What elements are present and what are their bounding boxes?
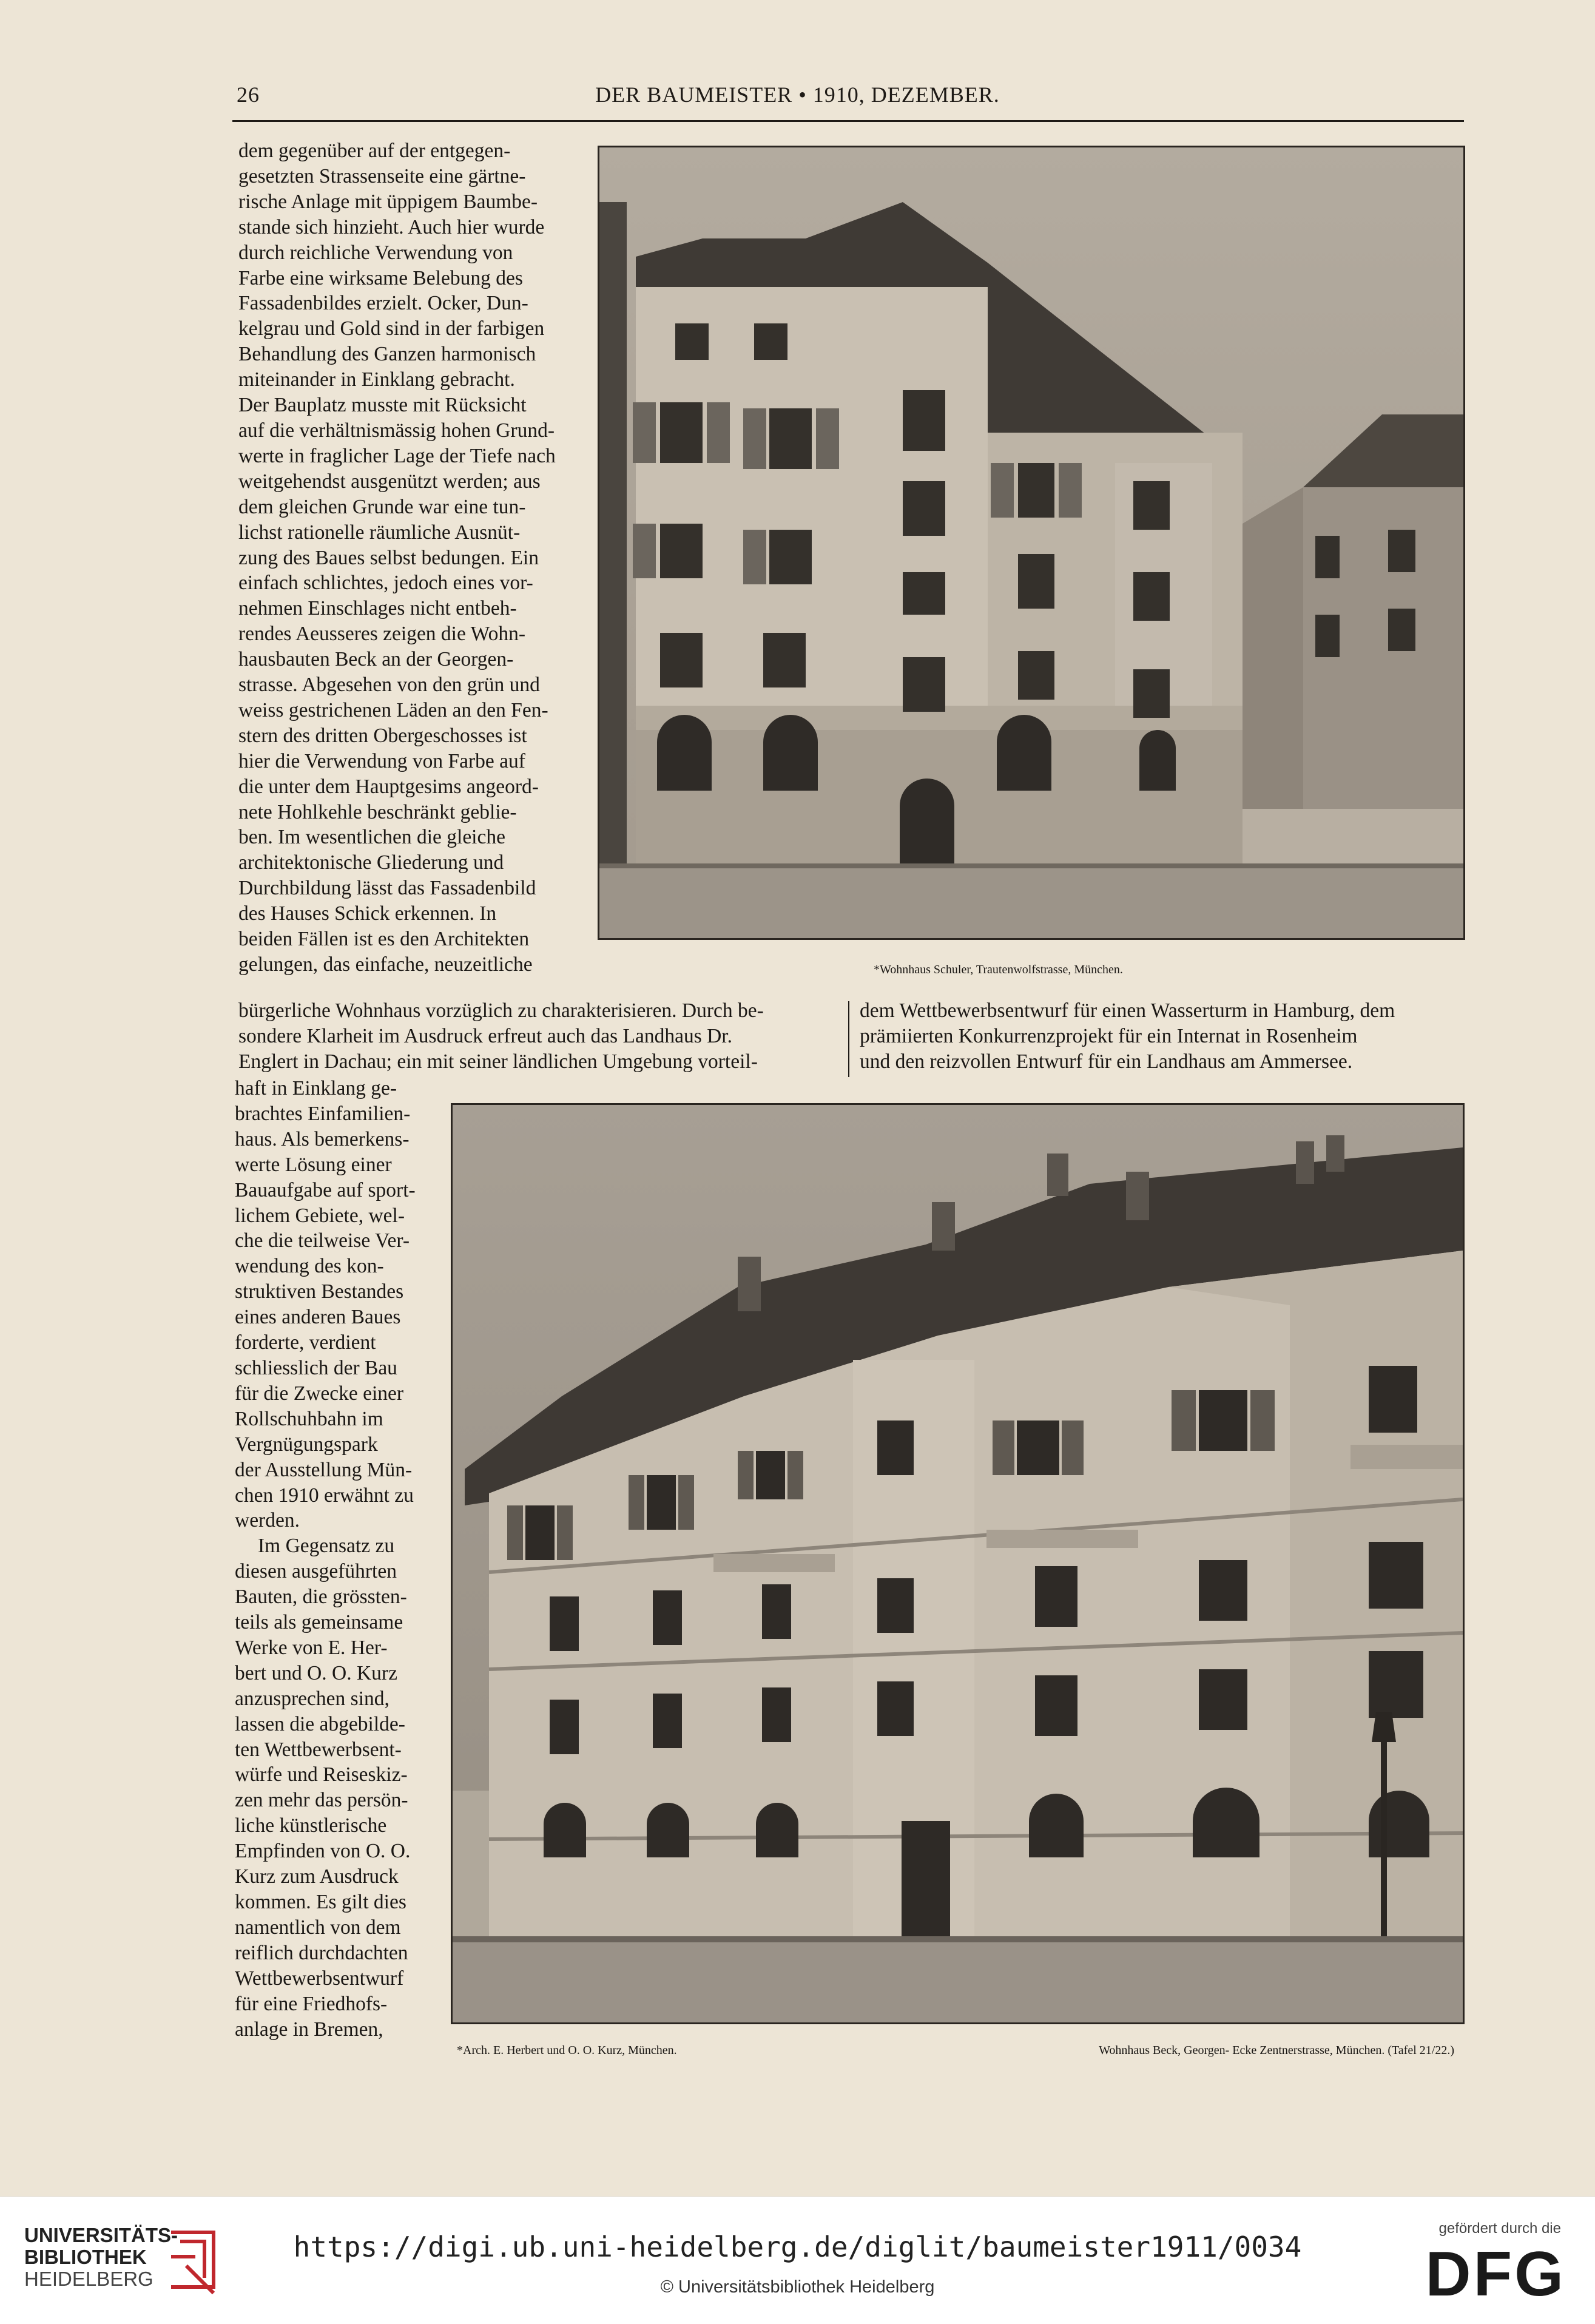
text-line: Rollschuhbahn im	[235, 1407, 383, 1430]
text-line: ben. Im wesentlichen die gleiche	[238, 826, 505, 849]
text-line: einfach schlichtes, jedoch eines vor-	[238, 572, 533, 595]
text-line: struktiven Bestandes	[235, 1280, 404, 1303]
digitization-footer	[0, 2197, 1595, 2324]
running-title: DER BAUMEISTER • 1910, DEZEMBER.	[595, 83, 1000, 107]
text-line: weiss gestrichenen Läden an den Fen-	[238, 698, 548, 721]
text-line: namentlich von dem	[235, 1916, 401, 1939]
text-line: und den reizvollen Entwurf für ein Landhaus am Ammersee.	[860, 1050, 1353, 1073]
text-line: stern des dritten Obergeschosses ist	[238, 724, 527, 747]
text-line: werden.	[235, 1509, 300, 1532]
logo-line-1: UNIVERSITÄTS-	[24, 2224, 178, 2246]
text-line: lichem Gebiete, wel-	[235, 1204, 405, 1227]
text-line: bert und O. O. Kurz	[235, 1661, 397, 1684]
text-line: Bauaufgabe auf sport-	[235, 1178, 416, 1201]
text-line: forderte, verdient	[235, 1331, 376, 1354]
text-line: kommen. Es gilt dies	[235, 1891, 406, 1913]
text-line: schliesslich der Bau	[235, 1356, 397, 1379]
text-line: gesetzten Strassenseite eine gärtne-	[238, 164, 526, 187]
text-line: Fassadenbildes erzielt. Ocker, Dun-	[238, 292, 528, 315]
text-line: Vergnügungspark	[235, 1433, 378, 1456]
text-line: haft in Einklang ge-	[235, 1077, 397, 1100]
dfg-logo: DFG	[1425, 2239, 1566, 2309]
text-line: Farbe eine wirksame Belebung des	[238, 266, 523, 289]
logo-line-3: HEIDELBERG	[24, 2268, 153, 2290]
text-line: sondere Klarheit im Ausdruck erfreut auch das Landhaus Dr.	[238, 1024, 732, 1047]
text-line: nete Hohlkehle beschränkt geblie-	[238, 800, 517, 823]
text-line: weitgehendst ausgenützt werden; aus	[238, 470, 541, 493]
text-line: dem gegenüber auf der entgegen-	[238, 140, 511, 162]
text-line: che die teilweise Ver-	[235, 1229, 410, 1252]
text-line: für eine Friedhofs-	[235, 1992, 388, 2015]
text-line: rische Anlage mit üppigem Baumbe-	[238, 190, 538, 213]
text-line: ten Wettbewerbsent-	[235, 1738, 402, 1761]
text-line: werte in fraglicher Lage der Tiefe nach	[238, 444, 556, 467]
text-line: Empfinden von O. O.	[235, 1840, 411, 1863]
text-line: werte Lösung einer	[235, 1153, 392, 1176]
logo-line-2: BIBLIOTHEK	[24, 2246, 147, 2268]
text-line: liche künstlerische	[235, 1814, 387, 1837]
text-line: beiden Fällen ist es den Architekten	[238, 928, 530, 951]
text-line: zen mehr das persön-	[235, 1789, 408, 1812]
text-line: würfe und Reiseskiz-	[235, 1763, 408, 1786]
text-line: gelungen, das einfache, neuzeitliche	[238, 953, 533, 976]
text-line: prämiierten Konkurrenzprojekt für ein Internat in Rosenheim	[860, 1024, 1358, 1047]
caption-photo-1: *Wohnhaus Schuler, Trautenwolfstrasse, München.	[874, 963, 1123, 976]
text-line: anlage in Bremen,	[235, 2018, 383, 2041]
text-line: Behandlung des Ganzen harmonisch	[238, 343, 536, 366]
text-line: diesen ausgeführten	[235, 1560, 397, 1583]
text-line: strasse. Abgesehen von den grün und	[238, 674, 540, 697]
text-line: reiflich durchdachten	[235, 1941, 408, 1964]
text-line: Der Bauplatz musste mit Rücksicht	[238, 394, 527, 417]
text-line: chen 1910 erwähnt zu	[235, 1484, 414, 1507]
text-line: nehmen Einschlages nicht entbeh-	[238, 597, 517, 620]
text-line: Im Gegensatz zu	[258, 1535, 395, 1558]
column-divider	[848, 1001, 849, 1077]
text-line: lichst rationelle räumliche Ausnüt-	[238, 521, 521, 544]
text-line: dem gleichen Grunde war eine tun-	[238, 495, 526, 518]
text-line: brachtes Einfamilien-	[235, 1102, 411, 1125]
text-line: des Hauses Schick erkennen. In	[238, 902, 497, 925]
funder-note: gefördert durch die	[1438, 2220, 1561, 2237]
text-line: teils als gemeinsame	[235, 1611, 403, 1634]
text-line: Durchbildung lässt das Fassadenbild	[238, 877, 536, 900]
text-line: Wettbewerbsentwurf	[235, 1967, 404, 1990]
text-wide-right	[860, 998, 1463, 1075]
caption-photo-2-architects: *Arch. E. Herbert und O. O. Kurz, München.	[457, 2044, 677, 2057]
document-url-link[interactable]: https://digi.ub.uni-heidelberg.de/diglit/baumeister1911/0034	[293, 2231, 1302, 2263]
photo-wohnhaus-beck	[451, 1103, 1465, 2024]
text-line: Kurz zum Ausdruck	[235, 1865, 399, 1888]
text-line: dem Wettbewerbsentwurf für einen Wasserturm in Hamburg, dem	[860, 999, 1395, 1022]
photo-wohnhaus-schuler	[598, 146, 1465, 940]
text-line: Englert in Dachau; ein mit seiner ländlichen Umgebung vorteil-	[238, 1050, 758, 1073]
text-line: kelgrau und Gold sind in der farbigen	[238, 317, 545, 340]
text-line: Bauten, die grössten-	[235, 1586, 407, 1609]
text-line: durch reichliche Verwendung von	[238, 241, 513, 264]
text-line: bürgerliche Wohnhaus vorzüglich zu charakterisieren. Durch be-	[238, 999, 764, 1022]
text-line: Werke von E. Her-	[235, 1636, 388, 1659]
page-number: 26	[237, 83, 260, 107]
text-line: hausbauten Beck an der Georgen-	[238, 648, 514, 671]
text-line: eines anderen Baues	[235, 1306, 401, 1329]
text-line: rendes Aeusseres zeigen die Wohn-	[238, 623, 525, 646]
text-line: hier die Verwendung von Farbe auf	[238, 749, 525, 772]
text-line: anzusprechen sind,	[235, 1687, 389, 1710]
text-line: lassen die abgebilde-	[235, 1712, 405, 1735]
text-column-lower	[235, 1076, 432, 2042]
text-line: auf die verhältnismässig hohen Grund-	[238, 419, 555, 442]
text-line: die unter dem Hauptgesims angeord-	[238, 775, 539, 798]
text-line: architektonische Gliederung und	[238, 851, 504, 874]
text-line: der Ausstellung Mün-	[235, 1458, 413, 1481]
header-rule	[232, 120, 1464, 122]
text-line: stande sich hinzieht. Auch hier wurde	[238, 215, 545, 238]
text-line: miteinander in Einklang gebracht.	[238, 368, 515, 391]
caption-photo-2-title: Wohnhaus Beck, Georgen- Ecke Zentnerstrasse, München. (Tafel 21/22.)	[1099, 2044, 1454, 2057]
text-line: haus. Als bemerkens-	[235, 1127, 410, 1150]
text-line: wendung des kon-	[235, 1255, 384, 1278]
text-line: zung des Baues selbst bedungen. Ein	[238, 546, 539, 569]
copyright-notice: © Universitätsbibliothek Heidelberg	[660, 2277, 935, 2297]
text-line: für die Zwecke einer	[235, 1382, 404, 1405]
text-wide-left	[238, 998, 836, 1075]
text-column-upper	[238, 138, 578, 978]
